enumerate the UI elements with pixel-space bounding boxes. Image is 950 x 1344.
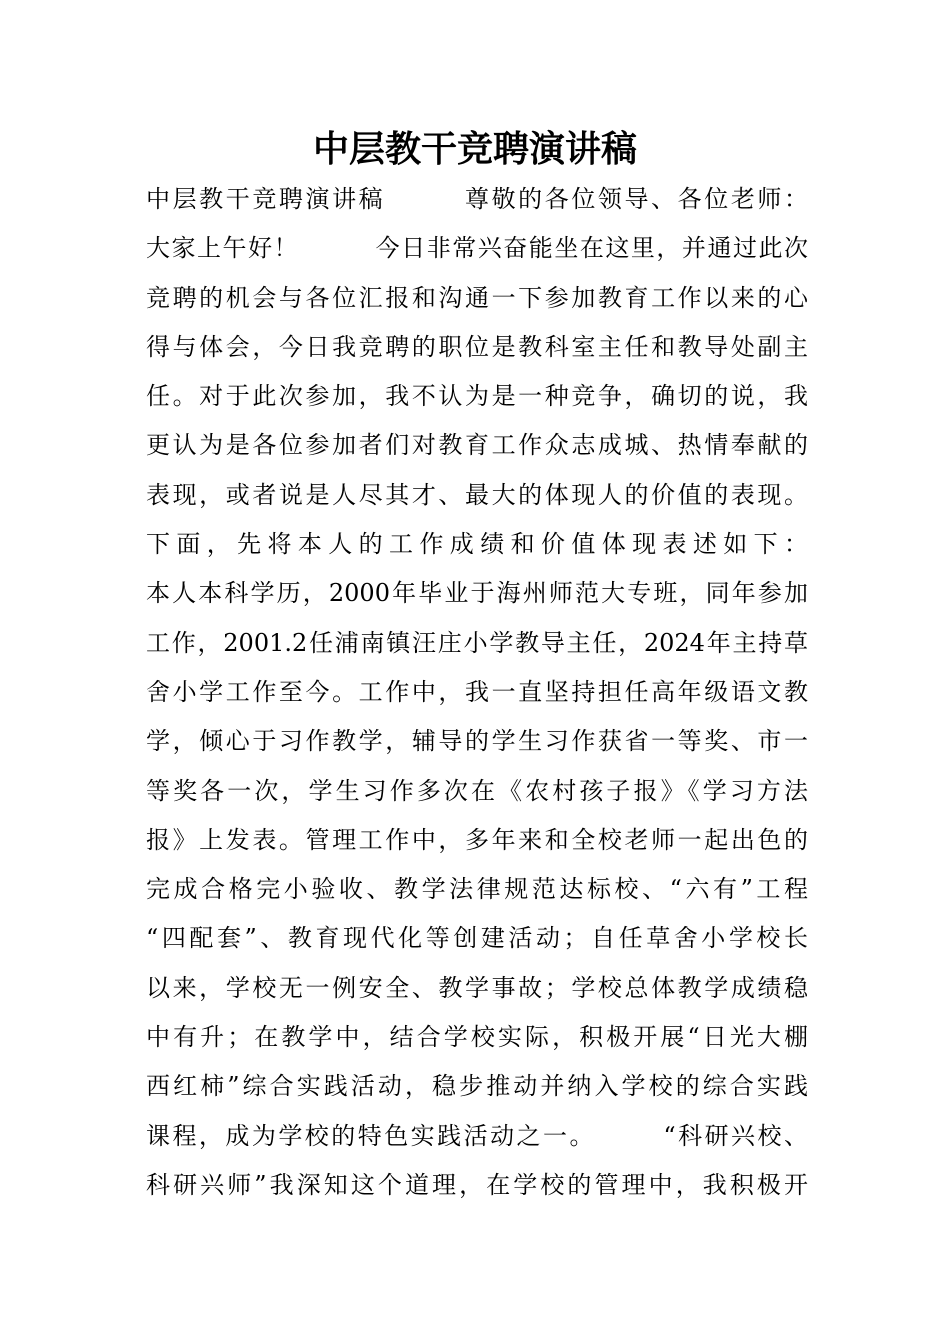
body-line: 科研兴师”我深知这个道理，在学校的管理中，我积极开 xyxy=(146,1170,808,1199)
document-title: 中层教干竞聘演讲稿 xyxy=(312,129,637,170)
body-line: “四配套”、教育现代化等创建活动；自任草舍小学校长 xyxy=(146,924,808,953)
body-line: 任。对于此次参加，我不认为是一种竞争，确切的说，我 xyxy=(146,382,808,411)
body-line: 下面，先将本人的工作成绩和价值体现表述如下： xyxy=(146,530,808,559)
body-line: 表现，或者说是人尽其才、最大的体现人的价值的表现。 xyxy=(146,480,808,509)
body-line: 完成合格完小验收、教学法律规范达标校、“六有”工程 xyxy=(146,875,808,904)
body-line: 本人本科学历，2000年毕业于海州师范大专班，同年参加 xyxy=(146,579,808,608)
document-body xyxy=(146,175,808,1210)
body-line: 西红柿”综合实践活动，稳步推动并纳入学校的综合实践 xyxy=(146,1072,808,1101)
body-line: 更认为是各位参加者们对教育工作众志成城、热情奉献的 xyxy=(146,431,808,460)
body-line: 中有升；在教学中，结合学校实际，积极开展“日光大棚 xyxy=(146,1023,808,1052)
body-line: 得与体会，今日我竞聘的职位是教科室主任和教导处副主 xyxy=(146,332,808,361)
body-line: 学，倾心于习作教学，辅导的学生习作获省一等奖、市一 xyxy=(146,727,808,756)
body-line: 报》上发表。管理工作中，多年来和全校老师一起出色的 xyxy=(146,825,808,854)
body-line: 竞聘的机会与各位汇报和沟通一下参加教育工作以来的心 xyxy=(146,283,808,312)
body-line: 中层教干竞聘演讲稿 尊敬的各位领导、各位老师： xyxy=(146,185,808,213)
body-line: 舍小学工作至今。工作中，我一直坚持担任高年级语文教 xyxy=(146,677,808,706)
body-line: 等奖各一次，学生习作多次在《农村孩子报》《学习方法 xyxy=(146,776,808,805)
body-line: 大家上午好！ 今日非常兴奋能坐在这里，并通过此次 xyxy=(146,234,808,263)
body-line: 以来，学校无一例安全、教学事故；学校总体教学成绩稳 xyxy=(146,973,808,1002)
body-line: 工作，2001.2任浦南镇汪庄小学教导主任，2024年主持草 xyxy=(146,628,808,657)
body-line: 课程，成为学校的特色实践活动之一。 “科研兴校、 xyxy=(146,1121,808,1150)
